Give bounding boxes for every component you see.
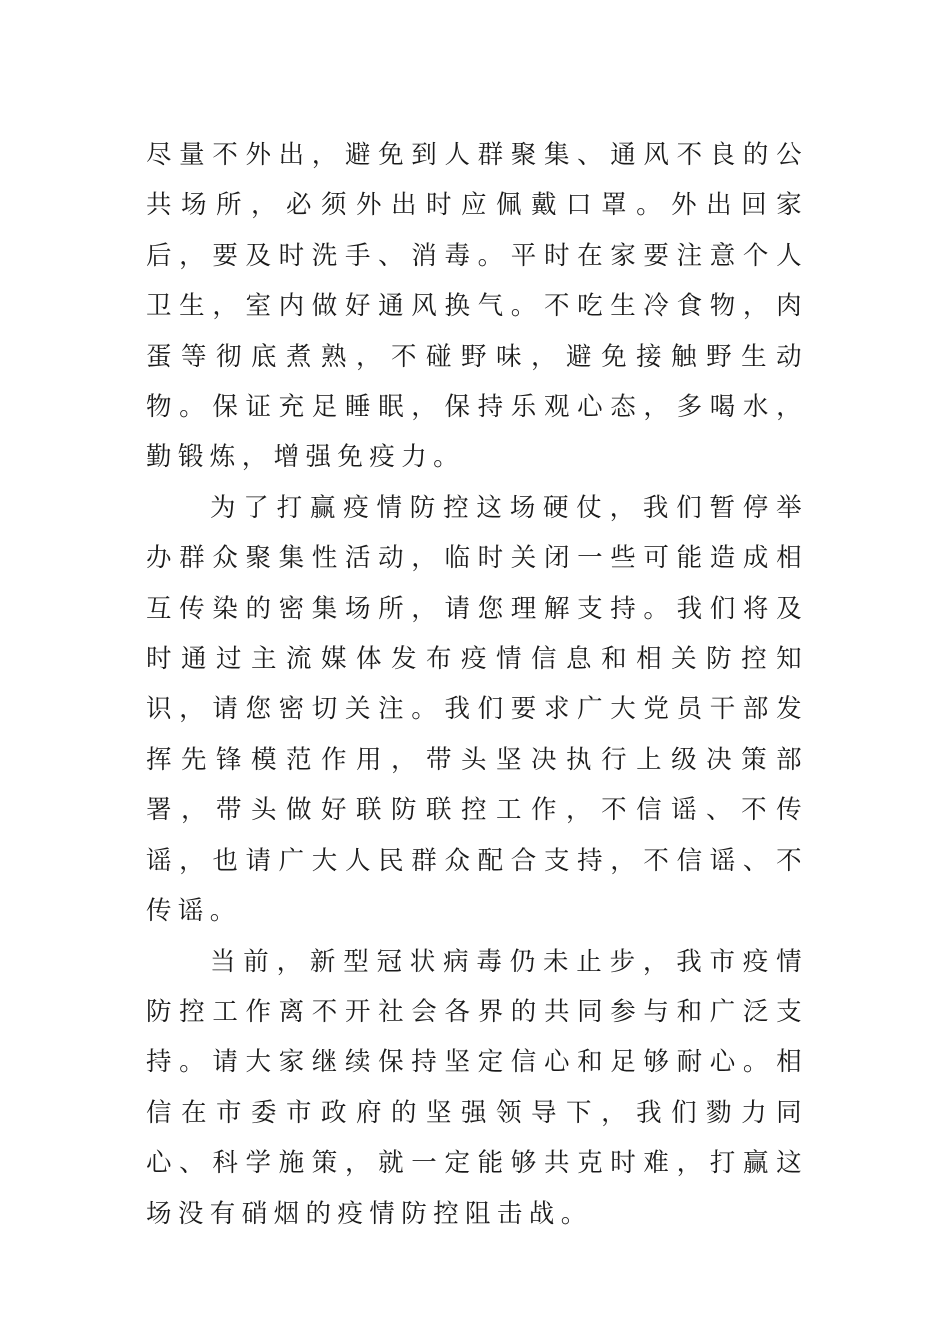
paragraph-1: 尽量不外出，避免到人群聚集、通风不良的公共场所，必须外出时应佩戴口罩。外出回家后，要及时洗手、消毒。平时在家要注意个人卫生，室内做好通风换气。不吃生冷食物，肉蛋等彻底煮熟，不碰野味，避免接触野生动物。保证充足睡眠，保持乐观心态，多喝水，勤锻炼，增强免疫力。 bbox=[146, 140, 808, 473]
document-body bbox=[146, 130, 808, 1239]
paragraph-2: 为了打赢疫情防控这场硬仗，我们暂停举办群众聚集性活动，临时关闭一些可能造成相互传染的密集场所，请您理解支持。我们将及时通过主流媒体发布疫情信息和相关防控知识，请您密切关注。我们要求广大党员干部发挥先锋模范作用，带头坚决执行上级决策部署，带头做好联防联控工作，不信谣、不传谣，也请广大人民群众配合支持，不信谣、不传谣。 bbox=[146, 492, 808, 927]
paragraph-3: 当前，新型冠状病毒仍未止步，我市疫情防控工作离不开社会各界的共同参与和广泛支持。请大家继续保持坚定信心和足够耐心。相信在市委市政府的坚强领导下，我们勠力同心、科学施策，就一定能够共克时难，打赢这场没有硝烟的疫情防控阻击战。 bbox=[146, 946, 808, 1229]
